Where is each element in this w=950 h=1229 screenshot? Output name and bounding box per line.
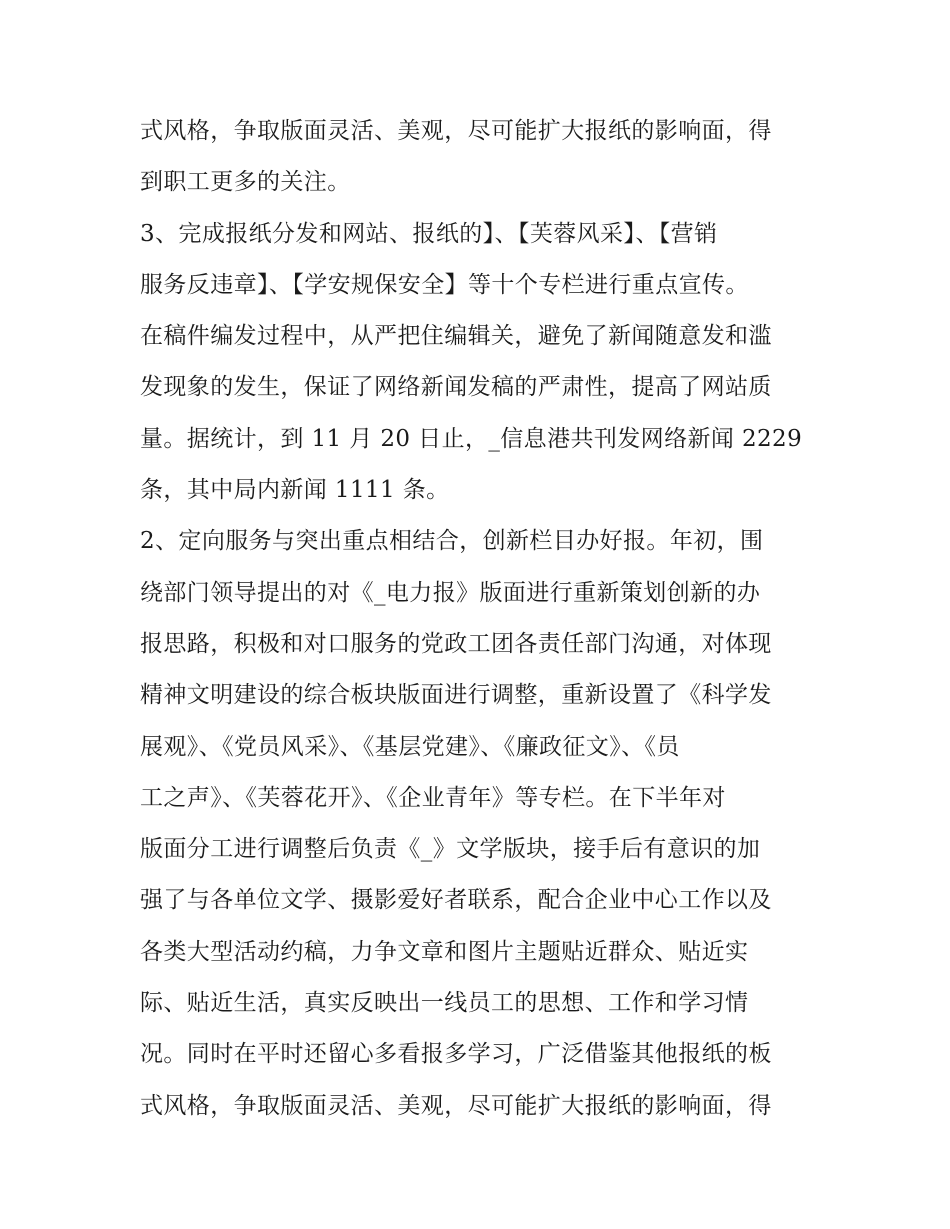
text-line-11: 报思路，积极和对口服务的党政工团各责任部门沟通，对体现 <box>140 630 772 657</box>
text-line-10: 绕部门领导提出的对《_电力报》版面进行重新策划创新的办 <box>140 579 761 606</box>
text-line-15: 版面分工进行调整后负责《_》文学版块，接手后有意识的加 <box>140 836 761 863</box>
text-line-19: 况。同时在平时还留心多看报多学习，广泛借鉴其他报纸的板 <box>140 1041 772 1068</box>
text-line-12: 精神文明建设的综合板块版面进行调整，重新设置了《科学发 <box>140 682 772 709</box>
text-line-7: 量。据统计，到 11 月 20 日止，_信息港共刊发网络新闻 2229 <box>140 425 803 452</box>
body-text <box>140 108 820 1134</box>
text-line-3: 3、完成报纸分发和网站、报纸的】、【芙蓉风采】、【营销 <box>140 220 718 247</box>
text-line-2: 到职工更多的关注。 <box>140 169 351 196</box>
text-line-18: 际、贴近生活，真实反映出一线员工的思想、工作和学习情 <box>140 990 749 1017</box>
text-line-13: 展观》、《党员风采》、《基层党建》、《廉政征文》、《员 <box>140 733 680 760</box>
text-line-16: 强了与各单位文学、摄影爱好者联系，配合企业中心工作以及 <box>140 887 772 914</box>
text-line-1: 式风格，争取版面灵活、美观，尽可能扩大报纸的影响面，得 <box>140 118 772 144</box>
text-line-20: 式风格，争取版面灵活、美观，尽可能扩大报纸的影响面，得 <box>140 1092 772 1119</box>
text-line-8: 条，其中局内新闻 1111 条。 <box>140 477 450 504</box>
text-line-6: 发现象的发生，保证了网络新闻发稿的严肃性，提高了网站质 <box>140 374 772 401</box>
text-line-17: 各类大型活动约稿，力争文章和图片主题贴近群众、贴近实 <box>140 938 749 965</box>
text-line-4: 服务反违章】、【学安规保安全】等十个专栏进行重点宣传。 <box>140 271 749 298</box>
text-line-14: 工之声》、《芙蓉花开》、《企业青年》等专栏。在下半年对 <box>140 784 726 811</box>
text-line-5: 在稿件编发过程中，从严把住编辑关，避免了新闻随意发和滥 <box>140 323 772 350</box>
text-line-9: 2、定向服务与突出重点相结合，创新栏目办好报。年初，围 <box>140 528 764 555</box>
